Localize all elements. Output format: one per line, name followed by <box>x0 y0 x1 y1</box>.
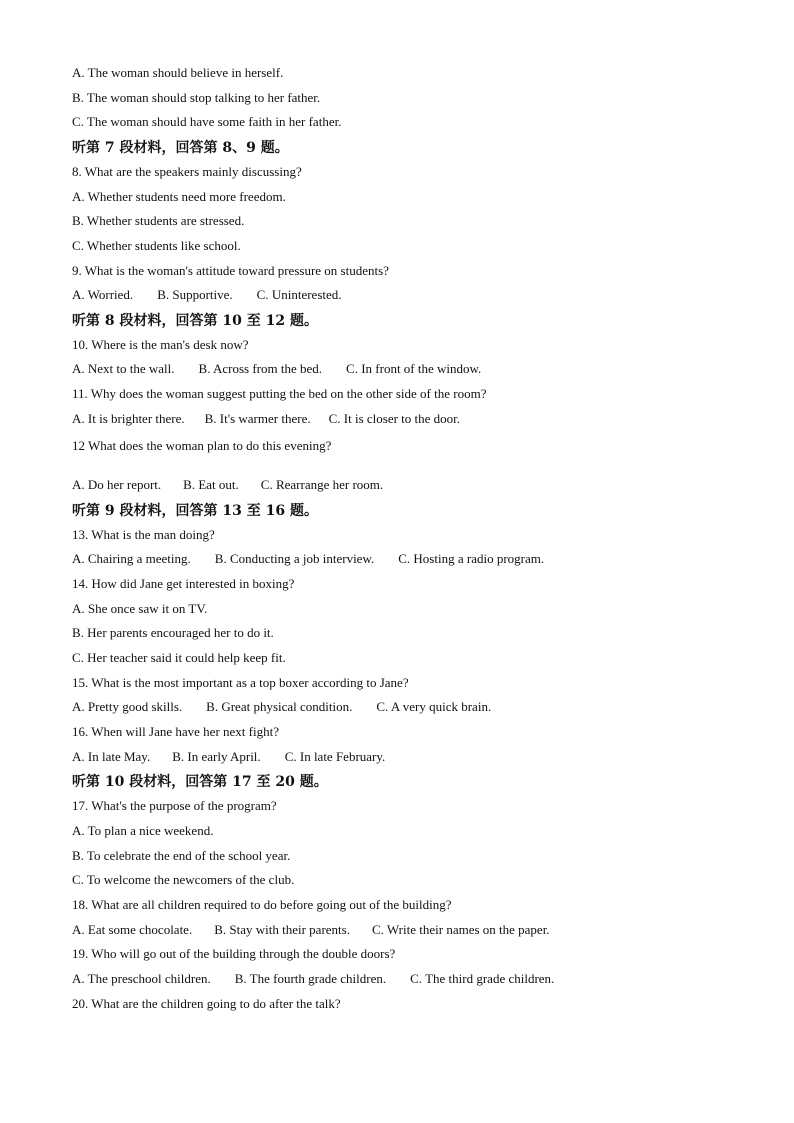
answer-option: A. Next to the wall. <box>72 361 175 376</box>
question-text: 16. When will Jane have her next fight? <box>72 724 279 739</box>
answer-options <box>72 699 491 715</box>
answer-options: A. The woman should believe in herself. <box>72 65 284 80</box>
section-heading: 听第 9 段材料，回答第 13 至 16 题。 <box>72 503 318 519</box>
answer-option: C. Uninterested. <box>256 287 342 302</box>
answer-option: B. In early April. <box>172 749 261 764</box>
answer-options: B. Her parents encouraged her to do it. <box>72 625 274 640</box>
answer-option: A. Do her report. <box>72 477 162 492</box>
answer-option: A. It is brighter there. <box>72 411 185 426</box>
answer-options: A. Whether students need more freedom. <box>72 189 286 204</box>
section-heading: 听第 10 段材料，回答第 17 至 20 题。 <box>72 774 328 790</box>
question-text: 18. What are all children required to do before going out of the building? <box>72 897 452 912</box>
question-text: 12 What does the woman plan to do this evening? <box>72 438 332 453</box>
answer-option: A. Chairing a meeting. <box>72 551 191 566</box>
answer-option: B. Stay with their parents. <box>214 922 350 937</box>
answer-option: C. Write their names on the paper. <box>371 922 550 937</box>
question-text: 15. What is the most important as a top boxer according to Jane? <box>72 675 409 690</box>
answer-option: A. Pretty good skills. <box>72 699 183 714</box>
answer-option: C. A very quick brain. <box>376 699 492 714</box>
question-text: 8. What are the speakers mainly discussing? <box>72 164 302 179</box>
answer-options: B. The woman should stop talking to her father. <box>72 90 321 105</box>
answer-option: A. The preschool children. <box>72 971 211 986</box>
answer-option: C. In late February. <box>284 749 386 764</box>
answer-options <box>72 411 460 427</box>
answer-option: A. In late May. <box>72 749 151 764</box>
answer-options <box>72 749 385 765</box>
question-text: 20. What are the children going to do after the talk? <box>72 996 341 1011</box>
section-heading: 听第 8 段材料，回答第 10 至 12 题。 <box>72 313 318 329</box>
question-text: 11. Why does the woman suggest putting the bed on the other side of the room? <box>72 386 487 401</box>
answer-options <box>72 477 383 493</box>
answer-option: B. Supportive. <box>157 287 233 302</box>
answer-options: B. Whether students are stressed. <box>72 213 245 228</box>
answer-options: C. To welcome the newcomers of the club. <box>72 872 295 887</box>
section-heading: 听第 7 段材料，回答第 8、9 题。 <box>72 140 289 156</box>
answer-options: B. To celebrate the end of the school year. <box>72 848 291 863</box>
answer-option: C. Hosting a radio program. <box>398 551 545 566</box>
answer-options: A. To plan a nice weekend. <box>72 823 214 838</box>
question-text: 14. How did Jane get interested in boxing? <box>72 576 295 591</box>
answer-option: C. Rearrange her room. <box>260 477 384 492</box>
answer-options: C. Her teacher said it could help keep fit. <box>72 650 286 665</box>
answer-option: C. The third grade children. <box>410 971 555 986</box>
answer-option: B. Great physical condition. <box>206 699 353 714</box>
question-text: 10. Where is the man's desk now? <box>72 337 249 352</box>
answer-options <box>72 361 481 377</box>
answer-option: B. It's warmer there. <box>204 411 311 426</box>
answer-option: A. Worried. <box>72 287 134 302</box>
question-text: 19. Who will go out of the building through the double doors? <box>72 946 396 961</box>
answer-option: A. Eat some chocolate. <box>72 922 193 937</box>
answer-options: C. Whether students like school. <box>72 238 241 253</box>
answer-option: B. The fourth grade children. <box>234 971 387 986</box>
question-text: 9. What is the woman's attitude toward pressure on students? <box>72 263 389 278</box>
answer-option: B. Across from the bed. <box>198 361 323 376</box>
answer-options <box>72 551 544 567</box>
answer-options: A. She once saw it on TV. <box>72 601 208 616</box>
answer-option: B. Eat out. <box>183 477 239 492</box>
answer-option: B. Conducting a job interview. <box>214 551 375 566</box>
question-text: 13. What is the man doing? <box>72 527 215 542</box>
answer-options <box>72 287 342 303</box>
answer-option: C. It is closer to the door. <box>328 411 461 426</box>
answer-options: C. The woman should have some faith in her father. <box>72 114 342 129</box>
answer-option: C. In front of the window. <box>346 361 482 376</box>
answer-options <box>72 922 550 938</box>
answer-options <box>72 971 554 987</box>
question-text: 17. What's the purpose of the program? <box>72 798 277 813</box>
